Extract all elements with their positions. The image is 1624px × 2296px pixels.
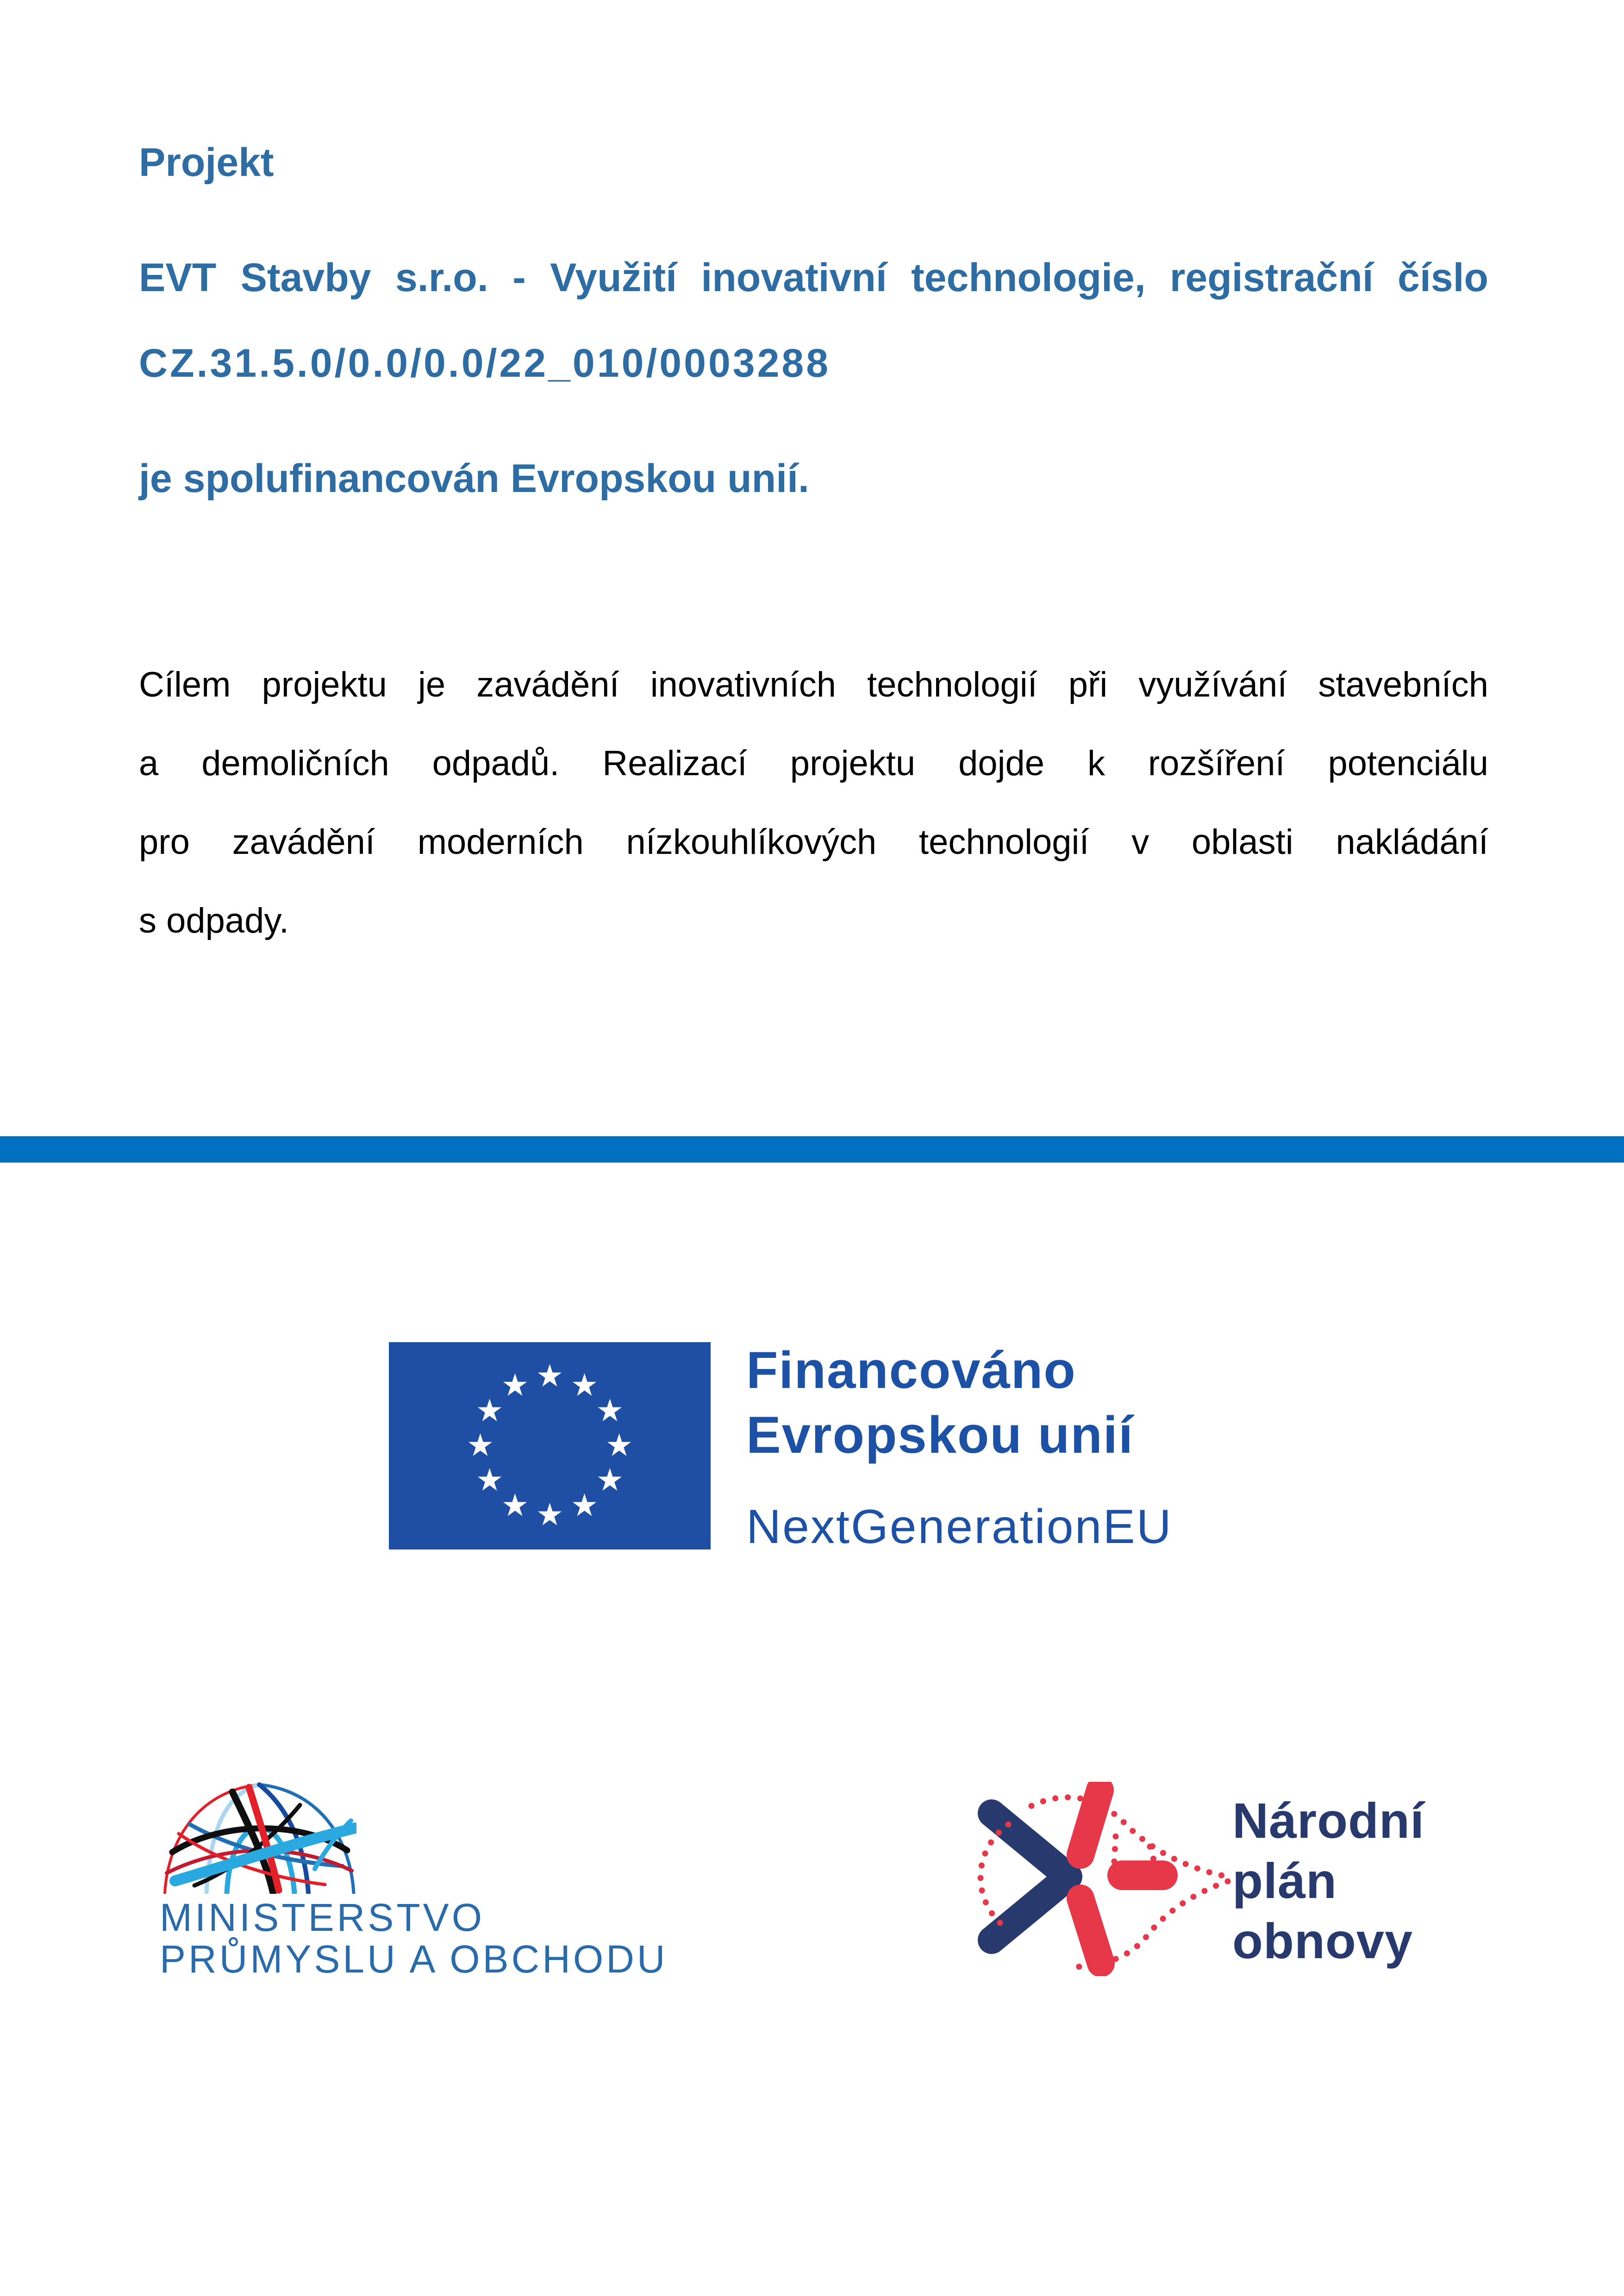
project-heading: Projekt (139, 140, 274, 185)
paragraph-line: Cílem projektu je zavádění inovativních technologií při využívání stavebních (139, 665, 1488, 704)
eu-logo-text-line: Financováno (746, 1341, 1076, 1399)
globe-network-icon (162, 1778, 356, 1894)
cofinance-statement: je spolufinancován Evropskou unií. (139, 456, 809, 501)
project-title-line-1: EVT Stavby s.r.o. - Využití inovativní technologie, registrační číslo (139, 255, 1488, 300)
npo-text-line: Národní (1232, 1792, 1425, 1848)
paragraph-line: s odpady. (139, 901, 289, 940)
project-registration-number: CZ.31.5.0/0.0/0.0/22_010/0003288 (139, 341, 831, 386)
eu-logo-text-line: Evropskou unií (746, 1406, 1134, 1464)
npo-arrow-icon (963, 1782, 1259, 1976)
npo-text-line: plán (1232, 1853, 1337, 1909)
eu-flag-icon (389, 1342, 711, 1549)
paragraph-line: a demoličních odpadů. Realizací projektu dojde k rozšíření potenciálu (139, 744, 1488, 783)
paragraph-line: pro zavádění moderních nízkouhlíkových technologií v oblasti nakládání (139, 822, 1488, 862)
npo-text-line: obnovy (1232, 1913, 1413, 1969)
ministry-name-line: PRŮMYSLU A OBCHODU (160, 1937, 668, 1981)
divider-bar (0, 1136, 1624, 1163)
eu-logo-nextgeneration-label: NextGenerationEU (746, 1500, 1173, 1554)
ministry-name-line: MINISTERSTVO (160, 1896, 485, 1939)
